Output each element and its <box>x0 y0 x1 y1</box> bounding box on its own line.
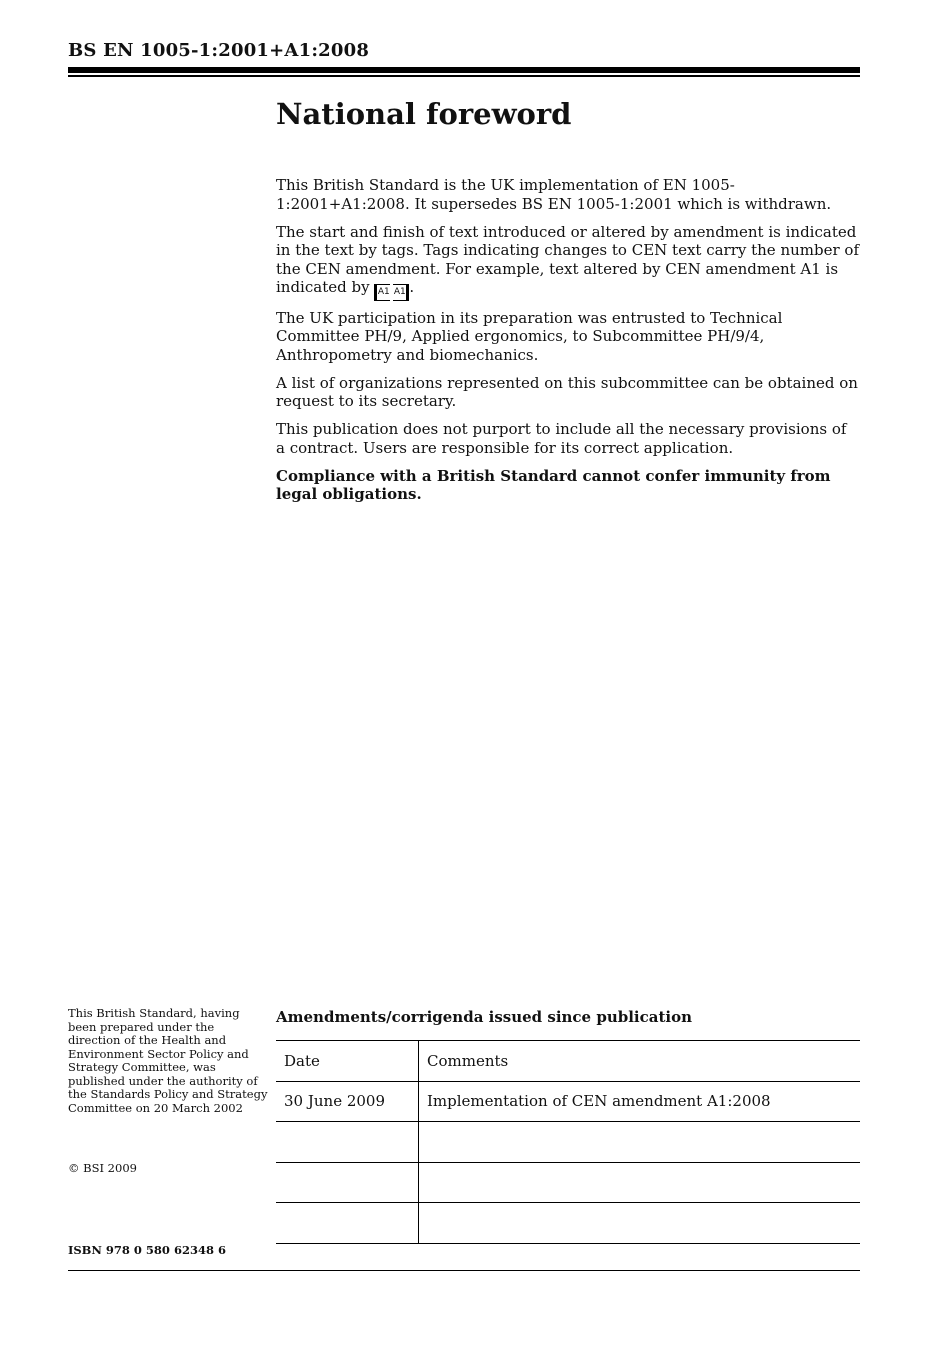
paragraph-committee: The UK participation in its preparation was entrusted to Technical Committee PH/9, Applied ergonomics, to Subcommittee PH/9/4, Anthropometry and biomechanics. <box>276 308 783 364</box>
amendment-comment-cell <box>419 1162 861 1203</box>
column-header-comments: Comments <box>419 1041 861 1082</box>
table-header-row <box>276 1041 860 1082</box>
paragraph-amendment-tags-text: The start and finish of text introduced or altered by amendment is indicated in the text by tags. Tags indicating changes to CEN text carry the number of the CEN amendment. For example, text altered by CEN amendment A1 is indicated by <box>276 222 860 296</box>
paragraph-end-period: . <box>409 278 415 296</box>
amendment-date-cell: 30 June 2009 <box>276 1081 419 1122</box>
publication-note: This British Standard, having been prepared under the direction of the Health and Environment Sector Policy and Strategy Committee, was published under the authority of the Standards Policy and Strategy Committee on 20 March 2002 <box>68 1006 268 1115</box>
amendment-comment-cell: Implementation of CEN amendment A1:2008 <box>419 1081 861 1122</box>
paragraph-implementation: This British Standard is the UK implementation of EN 1005-1:2001+A1:2008. It supersedes BS EN 1005-1:2001 which is withdrawn. <box>276 176 832 213</box>
paragraph-compliance: Compliance with a British Standard cannot confer immunity from legal obligations. <box>276 466 831 503</box>
amendments-title: Amendments/corrigenda issued since publication <box>276 1008 692 1026</box>
amendment-date-cell <box>276 1122 419 1163</box>
table-row <box>276 1203 860 1244</box>
header-rule-thick <box>68 67 860 73</box>
isbn: ISBN 978 0 580 62348 6 <box>68 1243 226 1257</box>
table-row <box>276 1122 860 1163</box>
amendment-open-tag-icon: A1 <box>374 284 390 301</box>
page-title: National foreword <box>276 97 572 131</box>
header-rule-thin <box>68 75 860 77</box>
foreword-body <box>276 176 860 513</box>
amendments-table <box>276 1040 860 1244</box>
table-row <box>276 1162 860 1203</box>
copyright-notice: © BSI 2009 <box>68 1161 137 1175</box>
amendment-date-cell <box>276 1162 419 1203</box>
document-id: BS EN 1005-1:2001+A1:2008 <box>68 40 370 61</box>
table-row <box>276 1081 860 1122</box>
amendment-comment-cell <box>419 1122 861 1163</box>
paragraph-disclaimer: This publication does not purport to include all the necessary provisions of a contract. Users are responsible for its correct application. <box>276 420 847 457</box>
amendment-date-cell <box>276 1203 419 1244</box>
amendment-close-tag-icon: A1 <box>393 284 409 301</box>
paragraph-organizations: A list of organizations represented on this subcommittee can be obtained on request to its secretary. <box>276 373 858 410</box>
column-header-date: Date <box>276 1041 419 1082</box>
paragraph-amendment-tags <box>276 223 860 300</box>
amendment-comment-cell <box>419 1203 861 1244</box>
footer-rule <box>68 1270 860 1271</box>
